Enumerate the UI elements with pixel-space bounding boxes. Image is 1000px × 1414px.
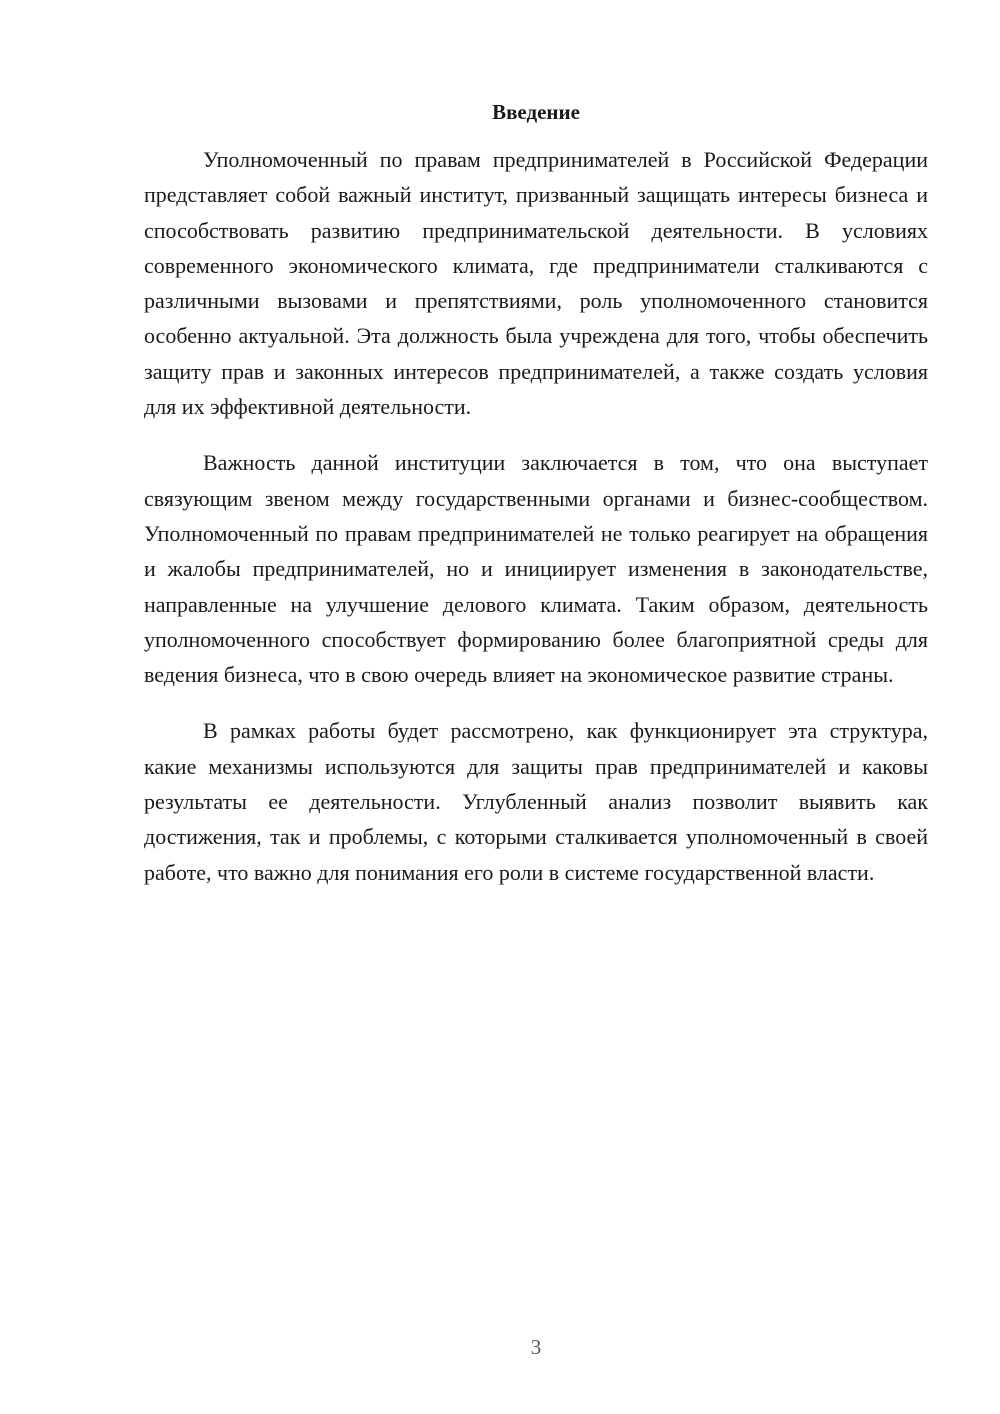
page-number: 3	[530, 1335, 542, 1359]
body-text	[144, 142, 928, 911]
paragraph-1: Уполномоченный по правам предпринимателей в Российской Федерации представляет собой важный институт, призванный защищать интересы бизнеса и способствовать развитию предпринимательской деятельности. В условиях современного экономического климата, где предприниматели сталкиваются с различными вызовами и препятствиями, роль уполномоченного становится особенно актуальной. Эта должность была учреждена для того, чтобы обеспечить защиту прав и законных интересов предпринимателей, а также создать условия для их эффективной деятельности.	[144, 147, 928, 420]
paragraph-3: В рамках работы будет рассмотрено, как функционирует эта структура, какие механизмы используются для защиты прав предпринимателей и каковы результаты ее деятельности. Углубленный анализ позволит выявить как достижения, так и проблемы, с которыми сталкивается уполномоченный в своей работе, что важно для понимания его роли в системе государственной власти.	[144, 718, 928, 885]
section-heading: Введение	[492, 100, 580, 124]
paragraph-2: Важность данной институции заключается в том, что она выступает связующим звеном между государственными органами и бизнес-сообществом. Уполномоченный по правам предпринимателей не только реагирует на обращения и жалобы предпринимателей, но и инициирует изменения в законодательстве, направленные на улучшение делового климата. Таким образом, деятельность уполномоченного способствует формированию более благоприятной среды для ведения бизнеса, что в свою очередь влияет на экономическое развитие страны.	[144, 450, 928, 688]
